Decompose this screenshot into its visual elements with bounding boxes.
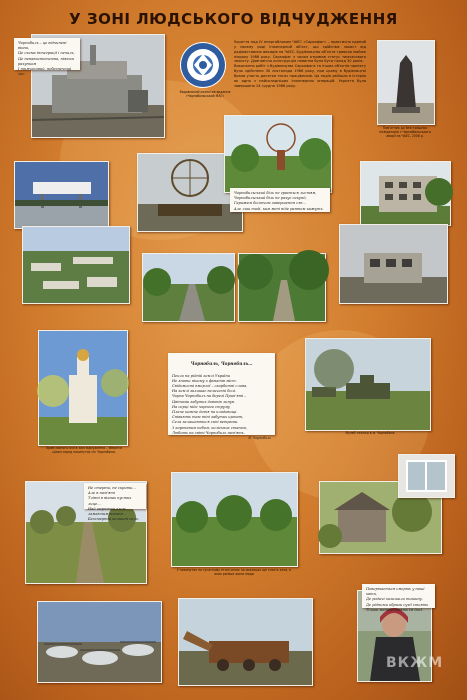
poem-middle: Чорнобильський біль не грається листям, Чорнобильський біль не рахує секунд, Гаражем болючим завершення сяє… Але лиш тоді, ким мені ніде раптом кажуть. [230, 188, 330, 212]
window-photo [398, 454, 455, 498]
church-caption: Храм святого Іллі в зоні відчуження – зберігся цілим серед покинутих сіл Чорнобиля. [46, 446, 122, 455]
monument-photo [377, 40, 435, 125]
ruined-structure-photo [339, 224, 448, 304]
poem-lower-right: Повертається смерть у наші хати, Де родичі залишили тишину. Де рідними образи сухії стоять Тільки матері вірять їм досі. [362, 584, 435, 608]
emblem-caption: Видавничий колектив видання «Чорнобильський МАГ» [179, 90, 231, 99]
abandoned-building-photo [360, 161, 451, 226]
watermark-logo: ВКЖМ [386, 655, 444, 671]
amusement-park-photo [224, 115, 332, 193]
church-photo [38, 330, 128, 446]
military-caption: Музей техніки в м. Чорнобиль [345, 431, 395, 435]
poem-center-signature: В. Чорнобиль [248, 435, 271, 440]
monument-caption: Пам'ятник до безстрашних ліквідаторів з Чорнобильського аварії на ЧАЕС, 2006 р. [379, 126, 431, 139]
pripyat-sign-photo [14, 161, 109, 229]
poem-top-left: Чорнобиль – це відчинені вікна, Це схема інтеграції і печаль, Це ненавистьтемна, ніяким рахунком І тимчасовий, небезпечний час. [14, 38, 80, 70]
village-caption: У покинутих на сучасному етапі селах на околицях ще стоять хати, в яких раніше жили люди [176, 568, 292, 577]
poem-lower-left: Не стерти, не скрити… Але в пам'яті Тлінні в вікнах пустих лице… Над мертвим злим ламаючим вогнем – Безсмертні колишні села. [84, 483, 146, 509]
sarcophagus-info-text: Укриття над IV енергоблоком ЧАЕС «Саркофаг» – практично єдиний у своєму роді інженерний об'єкт, що здійснює захист від радіоактивних викидів на ЧАЕС. Будівництво обʼєкта тривало майже півроку 1986 року. Саркофаг з часом отримав статус тимчасового захисту. Довговічна конструкція повинна була бути понад 30 років. Виконання робіт з будівництва Саркофага та інших об'єктів проекту було здійснено 30 листопада 1986 року, при цьому в будівництві брали участь десятки тисяч працівників. Ця подія увійшла в історію як одна з найскладніших інженерних операцій. Укриття було завершено 14 грудня 1986 року. [234, 40, 366, 88]
poster-title: У ЗОНІ ЛЮДСЬКОГО ВІДЧУДЖЕННЯ [69, 10, 398, 28]
forest-path-photo [238, 253, 326, 322]
military-vehicles-photo [305, 338, 431, 431]
rusty-machinery-photo [178, 598, 313, 686]
helicopters-photo [37, 601, 162, 683]
road-trees-photo [142, 253, 235, 322]
poem-center-text: Пекло на рідній землі України Не знати нікому з фанатів міст. Свідомості вмерлої – скорботні слова, На землі залишає величезні болі. Чорна Чорнобиль на березі Прип'яті – Цвітами забутих дзвонів линув. На серці ніде чорного струму Плаче кожне дитя на кладовищі. Співають там тіні забутих цитат, Села залишаються сині ветрами. З кореневим небом, колісьних станом, Любить на світі Чорнобиль пам'ять. [172, 373, 248, 435]
aerial-town-photo [22, 226, 130, 304]
emblem-logo [180, 42, 226, 88]
poem-center-title: Чорнобиль, Чорнобиль… [190, 361, 253, 367]
overgrown-field-photo [171, 472, 298, 567]
poem-center [168, 353, 275, 440]
